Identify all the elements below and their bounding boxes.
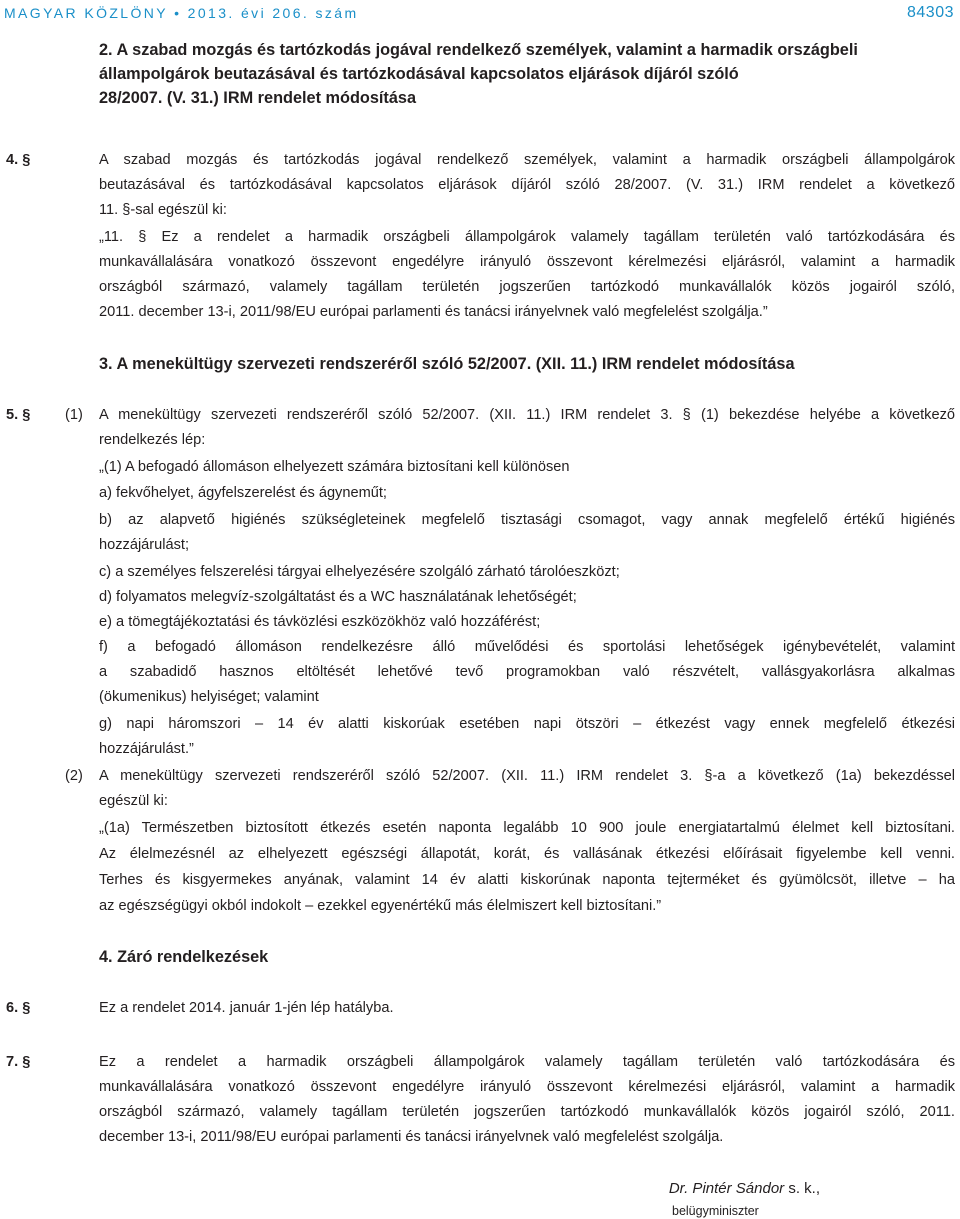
paragraph-5-subsection-2-marker: (2) [65, 768, 83, 784]
paragraph-4-quote-line-2: munkavállalására vonatkozó összevont engedélyre irányuló összevont kérelmezési eljárásról, valamint a harmadik [99, 254, 955, 270]
page-header [4, 2, 954, 24]
paragraph-5-1-item-b-line-1: b) az alapvető higiénés szükségleteinek megfelelő tisztasági csomagot, vagy annak megfelelő értékű higiénés [99, 512, 955, 528]
page-number: 84303 [907, 4, 954, 21]
paragraph-7-line-4: december 13-i, 2011/98/EU európai parlamenti és tanácsi irányelvnek való megfelelést szolgálja. [99, 1129, 724, 1145]
paragraph-6-number: 6. § [6, 1000, 31, 1016]
paragraph-4-line-1: A szabad mozgás és tartózkodás jogával rendelkező személyek, valamint a harmadik országbeli állampolgárok [99, 152, 955, 168]
paragraph-5-1-item-b-line-2: hozzájárulást; [99, 537, 190, 553]
paragraph-5-1-line-3: „(1) A befogadó állomáson elhelyezett számára biztosítani kell különösen [99, 459, 570, 475]
paragraph-4-number: 4. § [6, 152, 31, 168]
paragraph-7-line-2: munkavállalására vonatkozó összevont engedélyre irányuló összevont kérelmezési eljárásról, valamint a harmadik [99, 1079, 955, 1095]
paragraph-5-2-quote-line-2: Az élelmezésnél az elhelyezett egészségi állapotát, korát, és vallásának étkezési előírásait figyelembe kell venni. [99, 846, 955, 862]
paragraph-5-2-quote-line-4: az egészségügyi okból indokolt – ezekkel egyenértékű más élelmiszert kell biztosítani.” [99, 898, 662, 914]
paragraph-5-2-line-2: egészül ki: [99, 793, 168, 809]
section-2-title-line-2: állampolgárok beutazásával és tartózkodásával kapcsolatos eljárások díjáról szóló [99, 65, 739, 83]
paragraph-5-1-item-a: a) fekvőhelyet, ágyfelszerelést és ágyneműt; [99, 485, 387, 501]
paragraph-5-subsection-1-marker: (1) [65, 407, 83, 423]
paragraph-7-line-1: Ez a rendelet a harmadik országbeli állampolgárok valamely tagállam területén való tartózkodására és [99, 1054, 955, 1070]
paragraph-4-quote-line-4: 2011. december 13-i, 2011/98/EU európai parlamenti és tanácsi irányelvnek való megfelelést szolgálja.” [99, 304, 768, 320]
paragraph-4-line-2: beutazásával és tartózkodásával kapcsolatos eljárások díjáról szóló 28/2007. (V. 31.) IRM rendelet a következő [99, 177, 955, 193]
paragraph-4-quote-line-1: „11. § Ez a rendelet a harmadik országbeli állampolgárok valamely tagállam területén való tartózkodására és [99, 229, 955, 245]
paragraph-5-1-item-f-line-2: a szabadidő hasznos eltöltését lehetővé tevő programokban való részvételt, vallásgyakorlásra alkalmas [99, 664, 955, 680]
journal-title: MAGYAR KÖZLÖNY • 2013. évi 206. szám [4, 5, 359, 21]
paragraph-5-1-item-f-line-3: (ökumenikus) helyiséget; valamint [99, 689, 319, 705]
paragraph-5-1-item-d: d) folyamatos melegvíz-szolgáltatást és a WC használatának lehetőségét; [99, 589, 577, 605]
paragraph-5-2-line-1: A menekültügy szervezeti rendszeréről szóló 52/2007. (XII. 11.) IRM rendelet 3. §-a a következő (1a) bekezdéssel [99, 768, 955, 784]
paragraph-4-line-3: 11. §-sal egészül ki: [99, 202, 227, 218]
section-2-title-line-3: 28/2007. (V. 31.) IRM rendelet módosítása [99, 89, 417, 107]
paragraph-5-1-item-c: c) a személyes felszerelési tárgyai elhelyezésére szolgáló zárható tárolóeszközt; [99, 564, 620, 580]
section-2-title-line-1: 2. A szabad mozgás és tartózkodás jogával rendelkező személyek, valamint a harmadik országbeli [99, 41, 858, 59]
paragraph-5-1-item-g-line-1: g) napi háromszori – 14 év alatti kiskorúak esetében napi ötszöri – étkezést vagy ennek megfelelő étkezési [99, 716, 955, 732]
signature-title: belügyminiszter [672, 1204, 759, 1218]
paragraph-5-1-item-e: e) a tömegtájékoztatási és távközlési eszközökhöz való hozzáférést; [99, 614, 541, 630]
paragraph-7-line-3: országból származó, valamely tagállam területén jogszerűen tartózkodó munkavállalók közös jogairól szóló, 2011. [99, 1104, 955, 1120]
paragraph-5-1-item-f-line-1: f) a befogadó állomáson rendelkezésre álló művelődési és sportolási lehetőségek igénybevételét, valamint [99, 639, 955, 655]
paragraph-5-1-line-2: rendelkezés lép: [99, 432, 206, 448]
signature-name: Dr. Pintér Sándor [668, 1180, 785, 1197]
signature [669, 1180, 820, 1197]
paragraph-5-1-item-g-line-2: hozzájárulást.” [99, 741, 194, 757]
paragraph-4-quote-line-3: országból származó, valamely tagállam területén jogszerűen tartózkodó munkavállalók közös jogairól szóló, [99, 279, 955, 295]
paragraph-5-2-quote-line-1: „(1a) Természetben biztosított étkezés esetén naponta legalább 10 900 joule energiatartalmú élelmet kell biztosítani. [99, 820, 955, 836]
section-3-title: 3. A menekültügy szervezeti rendszeréről szóló 52/2007. (XII. 11.) IRM rendelet módosítása [99, 355, 795, 373]
signature-suffix: s. k., [784, 1180, 820, 1197]
paragraph-5-1-line-1: A menekültügy szervezeti rendszeréről szóló 52/2007. (XII. 11.) IRM rendelet 3. § (1) bekezdése helyébe a következő [99, 407, 955, 423]
section-4-title: 4. Záró rendelkezések [99, 948, 269, 966]
paragraph-5-number: 5. § [6, 407, 31, 423]
paragraph-7-number: 7. § [6, 1054, 31, 1070]
paragraph-6-text: Ez a rendelet 2014. január 1-jén lép hatályba. [99, 1000, 394, 1016]
paragraph-5-2-quote-line-3: Terhes és kisgyermekes anyának, valamint 14 év alatti kiskorúnak naponta tejterméket és gyümölcsöt, illetve – ha [99, 872, 955, 888]
